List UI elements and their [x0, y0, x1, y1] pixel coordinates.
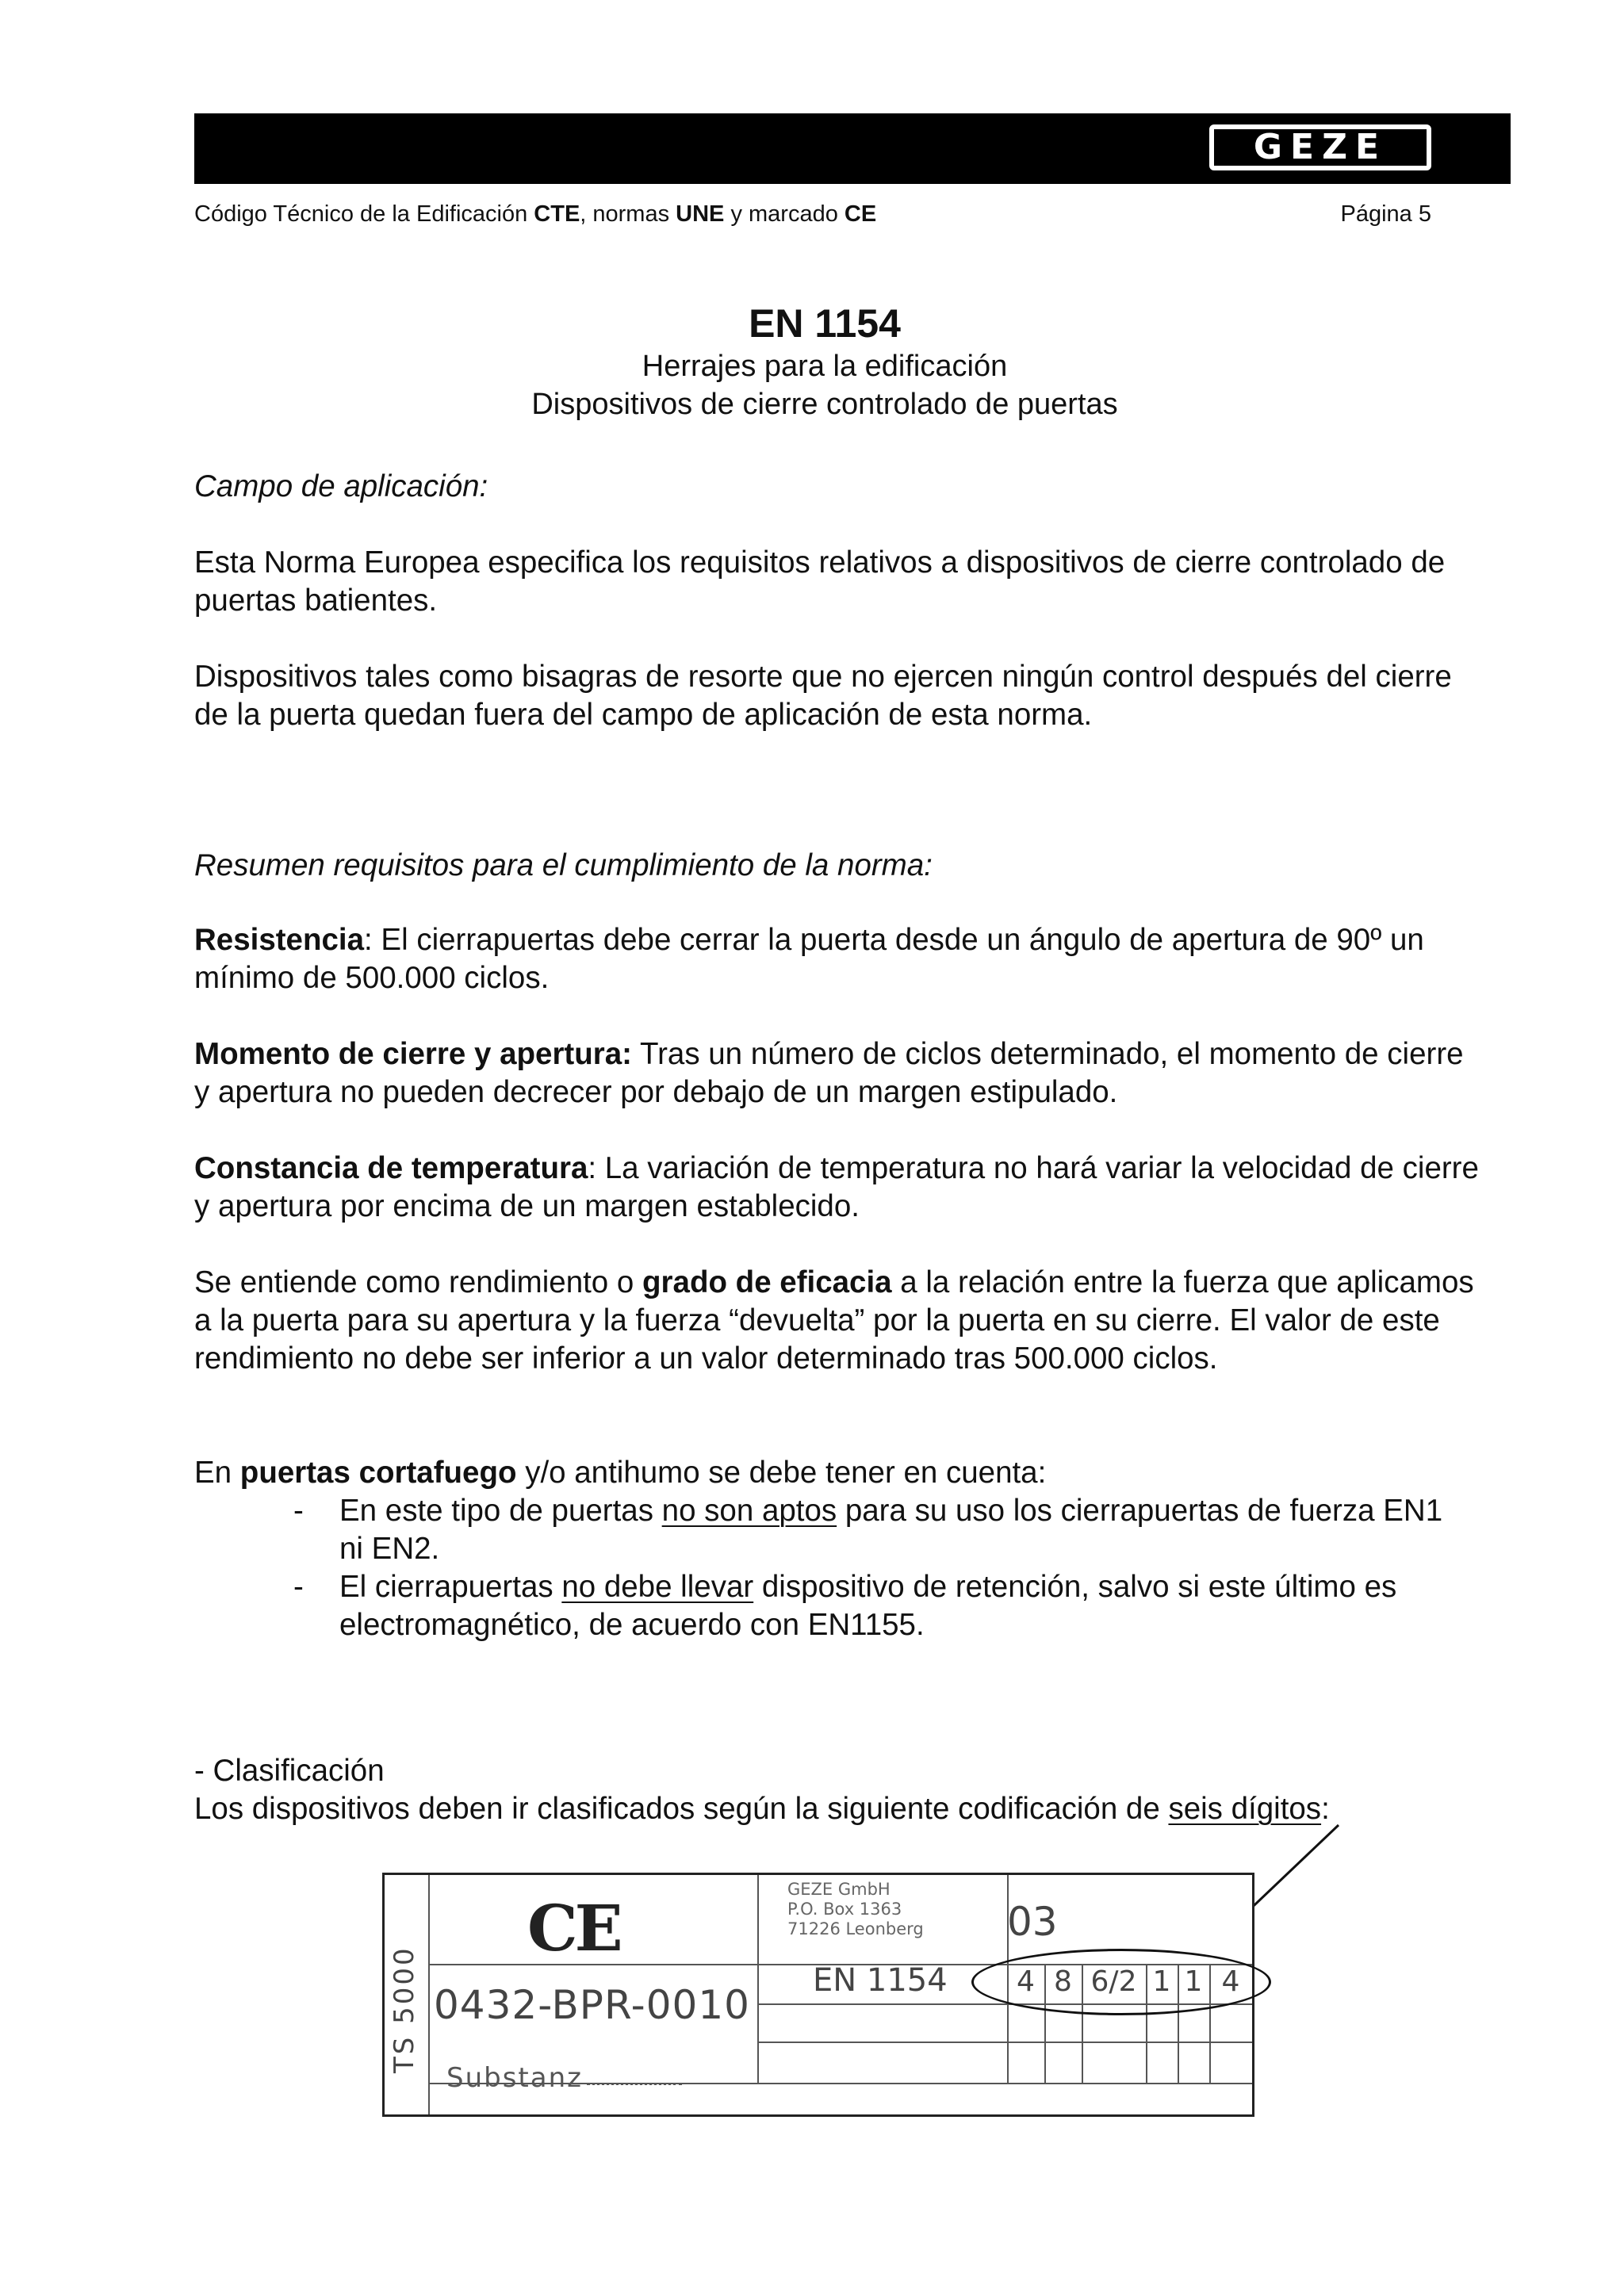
classification-digit: 1 [1184, 1965, 1203, 1998]
summary-heading: Resumen requisitos para el cumplimiento de la norma: [194, 848, 933, 882]
requirement-temperatura: Constancia de temperatura: La variación de temperatura no hará variar la velocidad de cierre y apertura por encima de un margen establecido. [194, 1151, 1479, 1223]
scope-paragraph-1: Esta Norma Europea especifica los requisitos relativos a dispositivos de cierre controlado de puertas batientes. [194, 545, 1446, 618]
requirement-eficacia: Se entiende como rendimiento o grado de eficacia a la relación entre la fuerza que aplicamos a la puerta para su apertura y la fuerza “devuelta” por la puerta en su cierre. El valor de este rendimiento no debe ser inferior a un valor determinado tras 500.000 ciclos. [194, 1265, 1474, 1376]
classification-text: Los dispositivos deben ir clasificados según la siguiente codificación de seis dígitos: [194, 1792, 1330, 1826]
manufacturer-address: GEZE GmbH P.O. Box 1363 71226 Leonberg [787, 1880, 924, 1938]
classification-digit: 6/2 [1090, 1965, 1137, 1998]
page-number: Página 5 [1340, 201, 1431, 227]
product-name: TS 5000 [389, 1946, 420, 2073]
scope-paragraph-2: Dispositivos tales como bisagras de resorte que no ejercen ningún control después del cierre de la puerta quedan fuera del campo de aplicación de esta norma. [194, 660, 1452, 732]
certificate-number: 0432-BPR-0010 [434, 1982, 750, 2028]
running-title: Código Técnico de la Edificación CTE, normas UNE y marcado CE [194, 201, 877, 227]
requirement-cortafuego: En puertas cortafuego y/o antihumo se debe tener en cuenta: [194, 1456, 1047, 1490]
header-bar [194, 113, 1511, 184]
digits-highlight-oval [971, 1949, 1271, 2015]
title-subline-1: Herrajes para la edificación [642, 350, 1008, 383]
classification-digit: 8 [1054, 1965, 1072, 1998]
requirement-momento: Momento de cierre y apertura: Tras un número de ciclos determinado, el momento de cierre y apertura no pueden decrecer por debajo de un margen estipulado. [194, 1037, 1464, 1109]
title-block [194, 300, 1455, 423]
classification-digit: 4 [1017, 1965, 1035, 1998]
ce-label [382, 1873, 1254, 2117]
standard-title: EN 1154 [749, 301, 901, 346]
scope-heading: Campo de aplicación: [194, 469, 488, 503]
running-header [194, 201, 1431, 228]
classification-digit: 1 [1152, 1965, 1171, 1998]
geze-logo: GEZE [1209, 124, 1431, 170]
requirement-resistencia: Resistencia: El cierrapuertas debe cerrar la puerta desde un ángulo de apertura de 90º un mínimo de 500.000 ciclos. [194, 923, 1424, 995]
label-standard: EN 1154 [813, 1962, 948, 1999]
ce-mark: CE [527, 1891, 620, 1965]
title-subline-2: Dispositivos de cierre controlado de puertas [531, 388, 1118, 421]
substance-label: Substanz [446, 2062, 583, 2094]
substance-blank [587, 2083, 682, 2085]
label-year: 03 [1007, 1899, 1058, 1945]
classification-heading: - Clasificación [194, 1754, 385, 1788]
classification-digit: 4 [1221, 1965, 1240, 1998]
